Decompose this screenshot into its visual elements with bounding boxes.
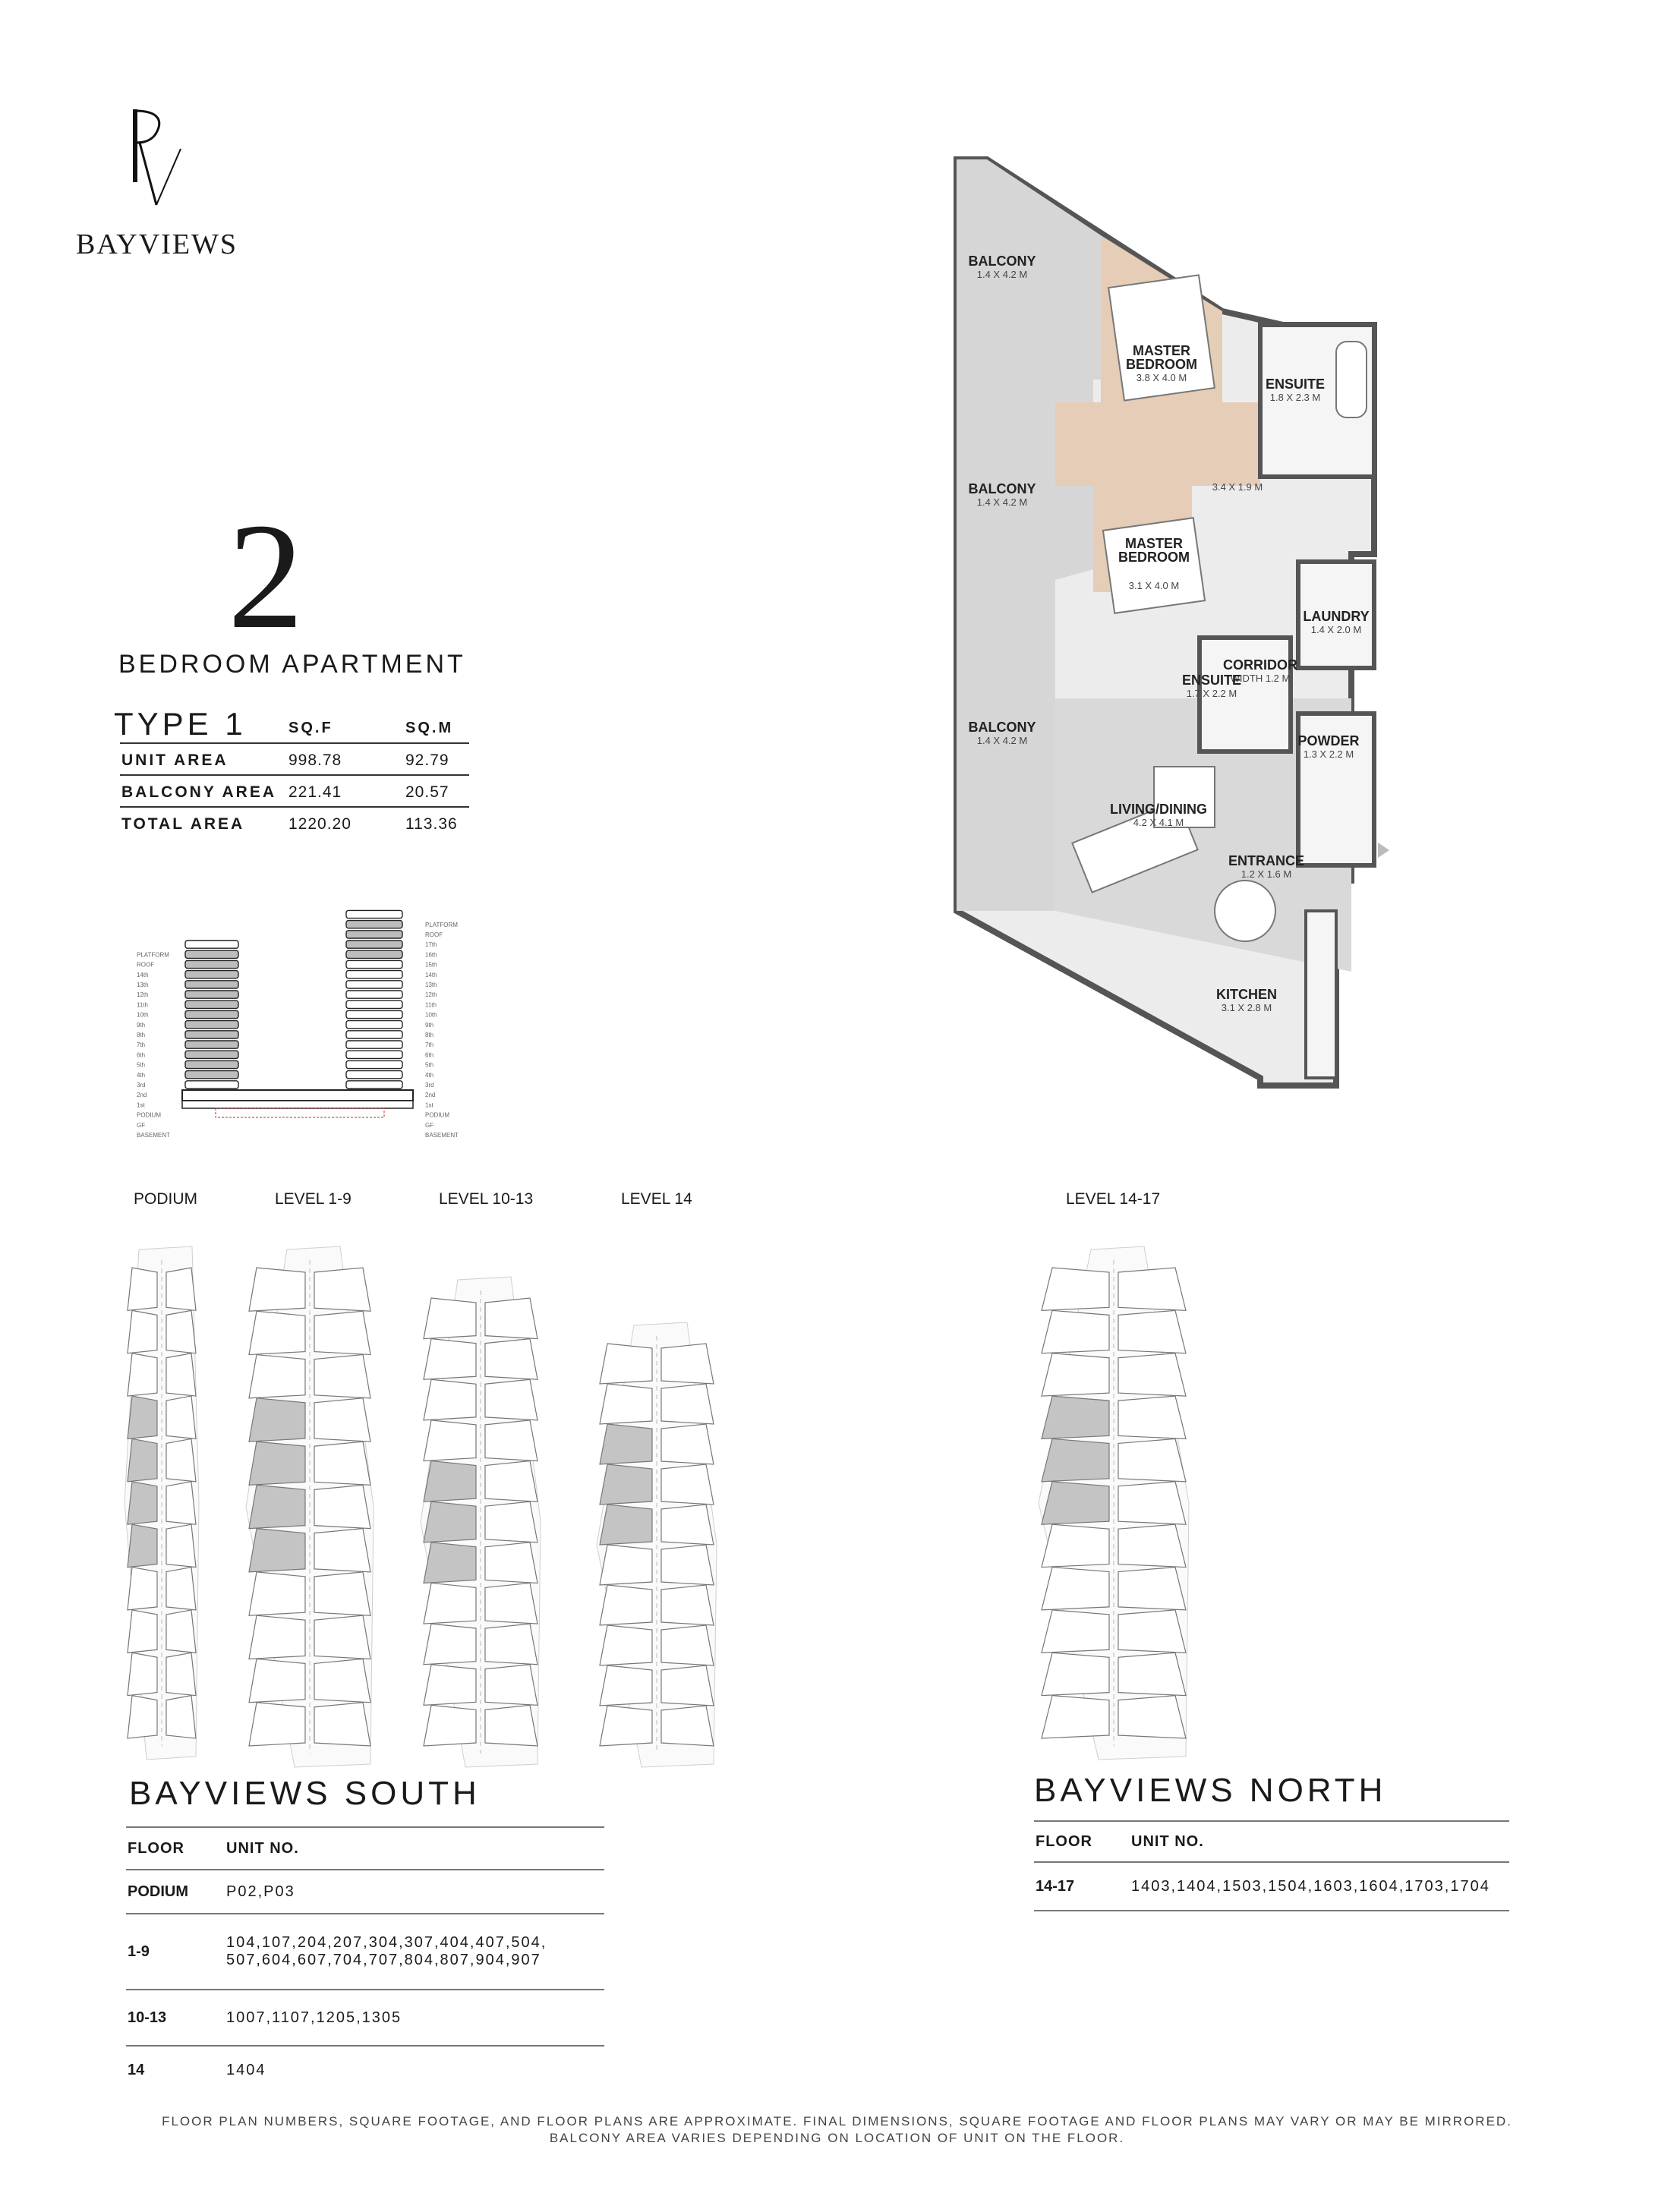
floor-bar — [346, 931, 402, 938]
level-label-14-17: LEVEL 14-17 — [1066, 1190, 1161, 1208]
floor-bar — [185, 1021, 238, 1029]
unit-outline — [600, 1384, 652, 1424]
floor-bar — [346, 971, 402, 978]
unit-outline — [661, 1505, 714, 1545]
highlighted-unit — [128, 1438, 157, 1481]
highlighted-unit — [600, 1464, 652, 1505]
highlighted-unit — [424, 1461, 476, 1502]
units-line: 507,604,607,704,707,804,807,904,907 — [226, 1952, 541, 1968]
units-cell — [226, 1914, 604, 1990]
room-dimension: 1.2 X 1.6 M — [1241, 868, 1292, 880]
floor-header: FLOOR — [1034, 1821, 1131, 1862]
room-dimension: 1.4 X 4.2 M — [976, 496, 1028, 508]
basement-outline — [216, 1108, 384, 1117]
floor-bar — [346, 941, 402, 948]
table-row — [126, 1914, 604, 1990]
unit-outline — [424, 1420, 476, 1461]
level-tick-label: 9th — [137, 1021, 146, 1029]
unit-outline — [128, 1610, 157, 1653]
level-tick-label: PODIUM — [137, 1111, 161, 1119]
level-tick-label: 5th — [137, 1061, 146, 1069]
unit-outline — [424, 1624, 476, 1665]
level-label-14: LEVEL 14 — [621, 1190, 692, 1208]
unit-outline — [1118, 1353, 1186, 1396]
unit-outline — [128, 1353, 157, 1396]
floor-bar — [346, 960, 402, 968]
unit-outline — [1042, 1653, 1109, 1695]
level-label-1-9: LEVEL 1-9 — [275, 1190, 352, 1208]
table-row — [126, 2046, 604, 2094]
bathtub-icon — [1336, 342, 1367, 418]
unit-outline — [1042, 1310, 1109, 1353]
unit-outline — [166, 1268, 196, 1310]
unit-outline — [661, 1384, 714, 1424]
entrance-arrow-icon — [1378, 843, 1389, 858]
room-dimension: 3.1 X 2.8 M — [1221, 1002, 1272, 1013]
unit-outline — [661, 1464, 714, 1505]
highlighted-unit — [128, 1482, 157, 1524]
unit-outline — [314, 1529, 370, 1572]
floor-bar — [346, 1051, 402, 1058]
room-name: BALCONY — [968, 254, 1036, 269]
unit-outline — [600, 1585, 652, 1625]
unit-outline — [1118, 1438, 1186, 1481]
unit-outline — [1042, 1568, 1109, 1610]
unit-outline — [661, 1585, 714, 1625]
room-name: MASTER — [1133, 343, 1190, 358]
unit-outline — [128, 1568, 157, 1610]
unit-outline — [166, 1438, 196, 1481]
room-dimension: 1.7 X 2.2 M — [1186, 688, 1237, 699]
floor-bar — [185, 1081, 238, 1089]
unit-outline — [166, 1524, 196, 1567]
highlighted-unit — [1042, 1482, 1109, 1524]
floor-bar — [185, 950, 238, 958]
unit-outline — [249, 1355, 305, 1398]
sqf-header: SQ.F — [288, 720, 333, 736]
floor-bar — [346, 1041, 402, 1048]
unit-outline — [128, 1696, 157, 1738]
hallway-floor — [1055, 402, 1260, 486]
level-tick-label: 6th — [137, 1051, 146, 1059]
floor-header: FLOOR — [126, 1827, 226, 1870]
area-row-sqm: 20.57 — [405, 783, 449, 801]
unit-outline — [166, 1653, 196, 1695]
units-cell: 1007,1107,1205,1305 — [226, 1990, 604, 2046]
level-label-10-13: LEVEL 10-13 — [439, 1190, 534, 1208]
highlighted-unit — [249, 1485, 305, 1528]
sqm-header: SQ.M — [405, 720, 454, 736]
unit-outline — [1118, 1482, 1186, 1524]
south-units-table — [126, 1826, 604, 2094]
level-tick-label: 2nd — [425, 1092, 436, 1099]
level-tick-label: 1st — [137, 1101, 145, 1109]
floor-bar — [185, 941, 238, 948]
room-dimension: 3.1 X 4.0 M — [1128, 580, 1180, 591]
area-row-label: BALCONY AREA — [121, 783, 277, 801]
unit-outline — [485, 1379, 538, 1420]
table-header-row — [126, 1827, 604, 1870]
unit-outline — [485, 1665, 538, 1706]
unit-outline — [1042, 1268, 1109, 1310]
units-cell: 1404 — [226, 2046, 604, 2094]
level-tick-label: 10th — [137, 1011, 149, 1019]
room-name: ENSUITE — [1181, 673, 1242, 688]
area-row-sqf: 998.78 — [288, 752, 342, 769]
unit-outline — [485, 1542, 538, 1583]
room-dimension: 1.4 X 2.0 M — [1310, 624, 1362, 635]
level-tick-label: 11th — [425, 1001, 437, 1009]
unit-outline — [1042, 1696, 1109, 1738]
room-dimension: 4.2 X 4.1 M — [1133, 817, 1184, 828]
podium-key-plan — [120, 1245, 203, 1761]
floor-bar — [346, 1000, 402, 1008]
unit-header: UNIT NO. — [1131, 1821, 1509, 1862]
unit-outline — [661, 1424, 714, 1464]
level-tick-label: 4th — [137, 1071, 146, 1079]
level-tick-label: 2nd — [137, 1092, 147, 1099]
table-row — [126, 1870, 604, 1914]
area-row-unit — [120, 742, 469, 776]
units-line: 104,107,204,207,304,307,404,407,504, — [226, 1934, 547, 1951]
room-name: BEDROOM — [1126, 357, 1197, 372]
floor-bar — [346, 921, 402, 928]
level-tick-label: 7th — [137, 1041, 146, 1049]
level-tick-label: 7th — [425, 1041, 434, 1049]
floor-bar — [346, 1071, 402, 1079]
unit-outline — [249, 1615, 305, 1659]
level-tick-label: 13th — [137, 982, 149, 988]
floor-bar — [346, 1060, 402, 1068]
unit-outline — [314, 1268, 370, 1311]
room-dimension: WIDTH 1.2 M — [1230, 673, 1291, 684]
highlighted-unit — [249, 1442, 305, 1485]
level-tick-label: 5th — [425, 1061, 434, 1069]
apartment-title: BEDROOM APARTMENT — [118, 650, 466, 679]
units-cell: P02,P03 — [226, 1870, 604, 1914]
floor-cell: 1-9 — [126, 1914, 226, 1990]
south-tower-floors — [185, 941, 238, 1089]
floor-bar — [185, 1051, 238, 1058]
room-name: ENTRANCE — [1228, 853, 1305, 868]
building-elevation-diagram — [137, 908, 471, 1151]
bedroom-count: 2 — [228, 493, 304, 660]
unit-outline — [1118, 1396, 1186, 1438]
level-label-podium: PODIUM — [134, 1190, 197, 1208]
table-header-row — [1034, 1821, 1509, 1862]
highlighted-unit — [1042, 1396, 1109, 1438]
unit-outline — [1118, 1568, 1186, 1610]
level-tick-label: 10th — [425, 1011, 437, 1019]
highlighted-unit — [600, 1424, 652, 1464]
unit-outline — [1042, 1610, 1109, 1653]
table-row — [126, 1990, 604, 2046]
floor-bar — [185, 971, 238, 978]
level-tick-label: BASEMENT — [425, 1132, 459, 1139]
units-cell: 1403,1404,1503,1504,1603,1604,1703,1704 — [1131, 1862, 1509, 1911]
unit-outline — [661, 1665, 714, 1706]
north-tower-floors — [346, 910, 402, 1089]
disclaimer-line: BALCONY AREA VARIES DEPENDING ON LOCATION OF UNIT ON THE FLOOR. — [549, 2131, 1125, 2145]
level-tick-label: 14th — [425, 971, 437, 978]
unit-outline — [1118, 1696, 1186, 1738]
floor-cell: 14-17 — [1034, 1862, 1131, 1911]
disclaimer — [0, 2113, 1674, 2147]
unit-outline — [661, 1706, 714, 1746]
level-tick-label: 13th — [425, 982, 437, 988]
table-row — [1034, 1862, 1509, 1911]
level-tick-label: ROOF — [425, 931, 443, 938]
floor-bar — [346, 1031, 402, 1038]
room-name: MASTER — [1125, 536, 1183, 551]
level-tick-label: 12th — [137, 991, 149, 999]
unit-outline — [600, 1665, 652, 1706]
unit-outline — [424, 1339, 476, 1380]
floor-bar — [185, 1010, 238, 1018]
highlighted-unit — [249, 1529, 305, 1572]
unit-outline — [128, 1268, 157, 1310]
unit-outline — [485, 1501, 538, 1542]
level-tick-label: 8th — [425, 1032, 434, 1038]
room-name: CORRIDOR — [1223, 657, 1297, 673]
level-tick-label: 3rd — [137, 1082, 146, 1089]
level-tick-label: PODIUM — [425, 1111, 449, 1119]
floor-bar — [346, 910, 402, 918]
unit-outline — [128, 1653, 157, 1695]
level-tick-label: 3rd — [425, 1082, 434, 1089]
highlighted-unit — [128, 1396, 157, 1438]
north-tower-title: BAYVIEWS NORTH — [1034, 1772, 1387, 1809]
bed-icon — [1103, 518, 1205, 613]
unit-floor-plan — [941, 152, 1397, 1093]
area-row-label: UNIT AREA — [121, 752, 229, 769]
highlighted-unit — [1042, 1438, 1109, 1481]
level-tick-label: PLATFORM — [425, 921, 458, 928]
unit-outline — [1118, 1268, 1186, 1310]
unit-outline — [485, 1461, 538, 1502]
unit-outline — [1042, 1353, 1109, 1396]
level-tick-label: 8th — [137, 1032, 146, 1038]
room-dimension: 3.8 X 4.0 M — [1136, 372, 1187, 383]
room-name: BEDROOM — [1118, 550, 1190, 565]
level-tick-label: BASEMENT — [137, 1132, 171, 1139]
room-name: LIVING/DINING — [1109, 802, 1208, 817]
unit-outline — [166, 1482, 196, 1524]
unit-outline — [485, 1339, 538, 1380]
room-name: POWDER — [1297, 733, 1360, 748]
unit-outline — [166, 1396, 196, 1438]
room-dimension: 3.4 X 1.9 M — [1212, 481, 1263, 493]
floor-bar — [346, 1081, 402, 1089]
room-dimension: 1.8 X 2.3 M — [1269, 392, 1321, 403]
ground-floor-slab — [182, 1101, 413, 1108]
unit-outline — [1118, 1310, 1186, 1353]
unit-outline — [166, 1696, 196, 1738]
bayviews-logo-monogram — [121, 106, 190, 213]
unit-type-label: TYPE 1 — [114, 706, 247, 742]
unit-outline — [249, 1659, 305, 1702]
unit-outline — [314, 1485, 370, 1528]
unit-outline — [661, 1545, 714, 1585]
unit-outline — [424, 1705, 476, 1746]
floor-bar — [185, 1060, 238, 1068]
level-tick-label: 11th — [137, 1001, 148, 1009]
highlighted-unit — [249, 1398, 305, 1442]
area-row-sqf: 221.41 — [288, 783, 342, 801]
floor-bar — [185, 1000, 238, 1008]
unit-outline — [1118, 1653, 1186, 1695]
floor-bar — [185, 1041, 238, 1048]
kitchen-counter — [1306, 911, 1336, 1078]
unit-outline — [485, 1298, 538, 1339]
unit-outline — [314, 1659, 370, 1702]
unit-outline — [600, 1545, 652, 1585]
unit-outline — [166, 1568, 196, 1610]
disclaimer-line: FLOOR PLAN NUMBERS, SQUARE FOOTAGE, AND FLOOR PLANS ARE APPROXIMATE. FINAL DIMENSIONS, SQUARE FOOTAGE AND FLOOR PLANS MAY VARY OR MAY BE MIRRORED. — [162, 2114, 1512, 2128]
unit-outline — [600, 1625, 652, 1665]
unit-outline — [249, 1572, 305, 1615]
floor-bar — [346, 991, 402, 998]
podium-slab — [182, 1090, 413, 1101]
floor-bar — [185, 981, 238, 988]
unit-header: UNIT NO. — [226, 1827, 604, 1870]
north-units-table — [1034, 1820, 1509, 1911]
unit-outline — [661, 1344, 714, 1384]
level-tick-label: 14th — [137, 971, 149, 978]
level-tick-label: GF — [137, 1121, 146, 1129]
unit-outline — [1042, 1524, 1109, 1567]
level-tick-label: ROOF — [137, 961, 155, 969]
area-row-label: TOTAL AREA — [121, 815, 245, 833]
area-row-total — [120, 806, 469, 840]
unit-outline — [314, 1703, 370, 1746]
room-name: ENSUITE — [1265, 377, 1326, 392]
level-tick-label: 17th — [425, 941, 437, 949]
floor-bar — [185, 1071, 238, 1079]
unit-outline — [600, 1344, 652, 1384]
level-14-key-plan — [592, 1321, 721, 1769]
south-tower-title: BAYVIEWS SOUTH — [129, 1775, 481, 1812]
unit-outline — [314, 1615, 370, 1659]
highlighted-unit — [424, 1501, 476, 1542]
floor-bar — [346, 1010, 402, 1018]
level-tick-label: 15th — [425, 961, 437, 969]
unit-outline — [600, 1706, 652, 1746]
unit-outline — [166, 1353, 196, 1396]
level-14-17-key-plan — [1034, 1245, 1193, 1761]
unit-outline — [485, 1624, 538, 1665]
left-tower-level-labels — [137, 951, 170, 1139]
area-row-balcony — [120, 774, 469, 808]
floor-bar — [185, 1031, 238, 1038]
floor-bar — [346, 981, 402, 988]
unit-outline — [314, 1398, 370, 1442]
highlighted-unit — [600, 1505, 652, 1545]
floor-bar — [346, 1021, 402, 1029]
room-dimension: 1.3 X 2.2 M — [1303, 748, 1354, 760]
level-10-13-key-plan — [416, 1275, 545, 1769]
unit-outline — [166, 1310, 196, 1353]
level-tick-label: 6th — [425, 1051, 434, 1059]
level-tick-label: 4th — [425, 1071, 434, 1079]
room-name: BALCONY — [968, 720, 1036, 735]
floor-bar — [185, 991, 238, 998]
floor-cell: PODIUM — [126, 1870, 226, 1914]
brand-name: BAYVIEWS — [76, 228, 238, 260]
unit-outline — [424, 1665, 476, 1706]
unit-outline — [485, 1420, 538, 1461]
floor-cell: 10-13 — [126, 1990, 226, 2046]
unit-outline — [314, 1572, 370, 1615]
floor-bar — [185, 960, 238, 968]
highlighted-unit — [424, 1542, 476, 1583]
unit-outline — [314, 1355, 370, 1398]
area-row-sqm: 113.36 — [405, 815, 458, 833]
room-dimension: 1.4 X 4.2 M — [976, 735, 1028, 746]
unit-outline — [249, 1311, 305, 1354]
unit-outline — [661, 1625, 714, 1665]
room-name: BALCONY — [968, 481, 1036, 496]
unit-outline — [249, 1268, 305, 1311]
area-row-sqm: 92.79 — [405, 752, 449, 769]
room-dimension: 1.4 X 4.2 M — [976, 269, 1028, 280]
level-tick-label: PLATFORM — [137, 951, 169, 959]
unit-outline — [424, 1379, 476, 1420]
level-tick-label: 16th — [425, 951, 437, 959]
level-tick-label: 9th — [425, 1021, 434, 1029]
unit-outline — [485, 1705, 538, 1746]
floor-cell: 14 — [126, 2046, 226, 2094]
unit-outline — [314, 1311, 370, 1354]
area-row-sqf: 1220.20 — [288, 815, 352, 833]
unit-outline — [424, 1298, 476, 1339]
unit-outline — [1118, 1524, 1186, 1567]
unit-outline — [166, 1610, 196, 1653]
unit-outline — [1118, 1610, 1186, 1653]
level-tick-label: 1st — [425, 1101, 433, 1109]
room-name: LAUNDRY — [1303, 609, 1370, 624]
unit-outline — [485, 1583, 538, 1624]
floor-bar — [346, 950, 402, 958]
unit-outline — [249, 1703, 305, 1746]
level-tick-label: 12th — [425, 991, 437, 999]
right-tower-level-labels — [425, 922, 459, 1139]
level-1-9-key-plan — [241, 1245, 378, 1769]
dining-table-icon — [1215, 881, 1275, 941]
unit-outline — [314, 1442, 370, 1485]
room-name: KITCHEN — [1216, 987, 1277, 1002]
unit-outline — [128, 1310, 157, 1353]
unit-outline — [424, 1583, 476, 1624]
highlighted-unit — [128, 1524, 157, 1567]
level-tick-label: GF — [425, 1121, 434, 1129]
